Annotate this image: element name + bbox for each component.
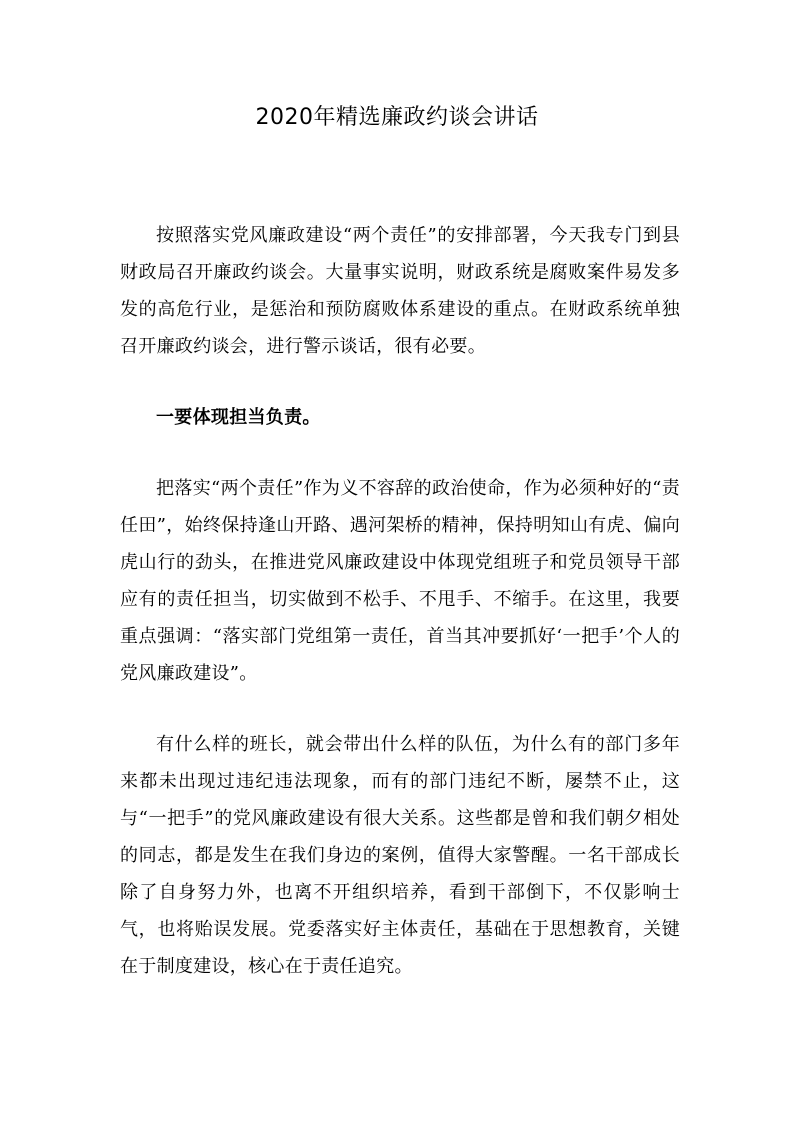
body-paragraph-responsibility: 把落实“两个责任”作为义不容辞的政治使命，作为必须种好的“责任田”，始终保持逢山开路、遇河架桥的精神，保持明知山有虎、偏向虎山行的劲头，在推进党风廉政建设中体现党组班子和党员领导干部应有的责任担当，切实做到不松手、不甩手、不缩手。在这里，我要重点强调：“落实部门党组第一责任，首当其冲要抓好‘一把手’个人的党风廉政建设”。 xyxy=(120,478,680,684)
document-title: 2020年精选廉政约谈会讲话 xyxy=(255,105,539,130)
intro-paragraph: 按照落实党风廉政建设“两个责任”的安排部署，今天我专门到县财政局召开廉政约谈会。大量事实说明，财政系统是腐败案件易发多发的高危行业，是惩治和预防腐败体系建设的重点。在财政系统单独召开廉政约谈会，进行警示谈话，很有必要。 xyxy=(120,225,680,357)
section-heading: 一要体现担当负责。 xyxy=(156,407,321,428)
document-body xyxy=(120,217,680,985)
body-paragraph-leadership: 有什么样的班长，就会带出什么样的队伍，为什么有的部门多年来都未出现过违纪违法现象，而有的部门违纪不断，屡禁不止，这与“一把手”的党风廉政建设有很大关系。这些都是曾和我们朝夕相处的同志，都是发生在我们身边的案例，值得大家警醒。一名干部成长除了自身努力外，也离不开组织培养，看到干部倒下，不仅影响士气，也将贻误发展。党委落实好主体责任，基础在于思想教育，关键在于制度建设，核心在于责任追究。 xyxy=(120,734,680,977)
